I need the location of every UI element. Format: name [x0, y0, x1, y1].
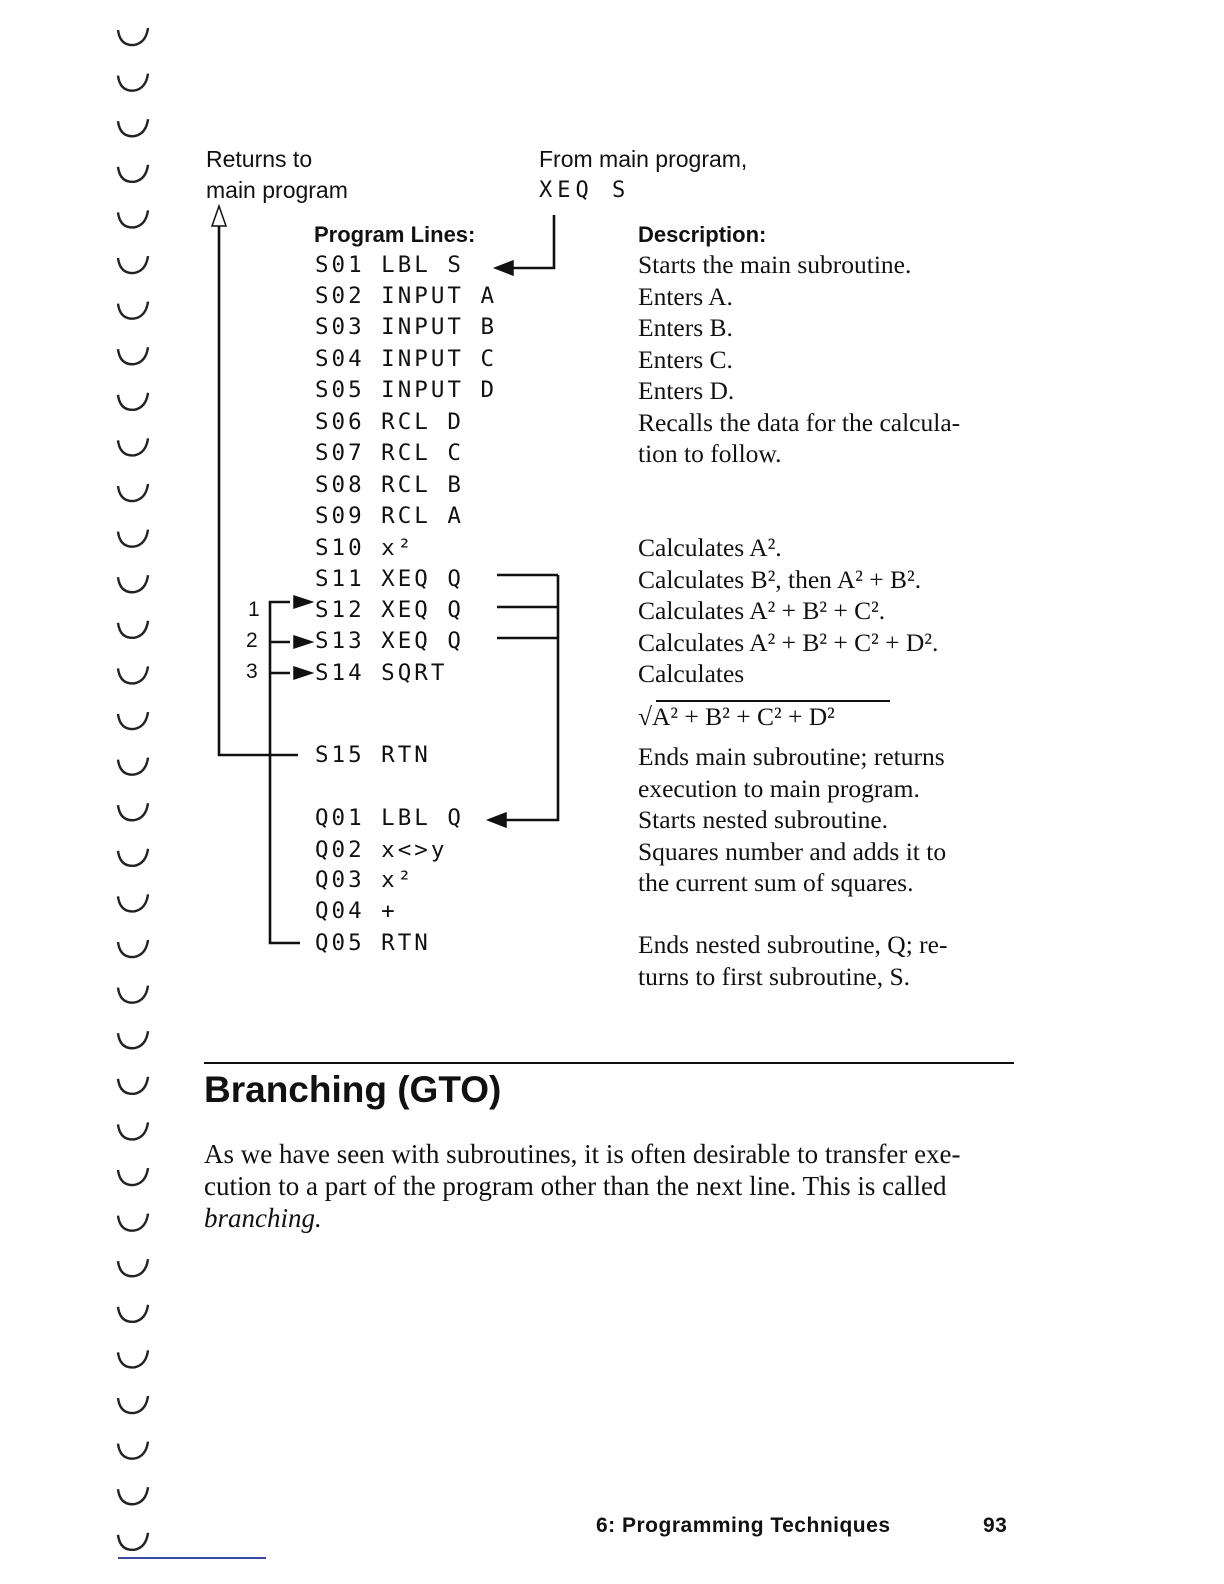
- program-line: Q01 LBL Q: [315, 805, 464, 831]
- description-line: Calculates A².: [638, 533, 782, 562]
- program-line: S14 SQRT: [315, 660, 448, 686]
- description-line: Enters D.: [638, 376, 735, 405]
- returns-caption-line2: main program: [206, 177, 348, 203]
- program-line: Q05 RTN: [315, 930, 431, 956]
- program-line: S15 RTN: [315, 742, 431, 768]
- description-line: Calculates: [638, 659, 745, 688]
- arrow-to-s14: [294, 667, 312, 679]
- from-caption-line2: XEQ S: [539, 178, 631, 203]
- program-line: S09 RCL A: [315, 503, 464, 529]
- program-line: Q03 x²: [315, 867, 415, 893]
- program-line: S08 RCL B: [315, 472, 464, 498]
- up-arrowhead: [212, 206, 226, 226]
- description-line: Recalls the data for the calcula-: [638, 408, 961, 437]
- description-line: Calculates A² + B² + C².: [638, 596, 886, 625]
- program-lines-header: Program Lines:: [314, 222, 476, 247]
- page-number: 93: [983, 1514, 1008, 1537]
- program-line: S11 XEQ Q: [315, 566, 464, 592]
- sqrt-expression: √A² + B² + C² + D²: [638, 702, 835, 731]
- return-to-main-line: [219, 222, 298, 755]
- xeq-q-bracket: [500, 575, 558, 820]
- arrow-to-s12: [294, 596, 312, 608]
- description-line: execution to main program.: [638, 774, 920, 803]
- program-line: S13 XEQ Q: [315, 628, 464, 654]
- sqrt-overline: [656, 700, 890, 702]
- description-line: Ends nested subroutine, Q; re-: [638, 930, 948, 959]
- description-header: Description:: [638, 222, 767, 247]
- program-line: S03 INPUT B: [315, 314, 498, 340]
- description-line: Starts the main subroutine.: [638, 250, 912, 279]
- arrow-to-lbl-s: [495, 261, 513, 275]
- footer-chapter: 6: Programming Techniques: [596, 1514, 891, 1537]
- program-line: Q02 x<>y: [315, 837, 448, 863]
- description-line: Calculates B², then A² + B².: [638, 565, 922, 594]
- program-line: Q04 +: [315, 898, 398, 924]
- arrow-to-s13: [294, 636, 312, 648]
- loop-number-2: 2: [246, 629, 258, 652]
- arrow-to-lbl-q: [488, 813, 506, 827]
- paragraph-line-3: branching.: [204, 1203, 322, 1233]
- description-line: Enters B.: [638, 313, 733, 342]
- program-line: S06 RCL D: [315, 409, 464, 435]
- program-line: S05 INPUT D: [315, 377, 498, 403]
- program-line: S01 LBL S: [315, 252, 464, 278]
- description-line: Enters C.: [638, 345, 733, 374]
- section-paragraph: [204, 1138, 1019, 1234]
- description-line: tion to follow.: [638, 439, 782, 468]
- description-line: Enters A.: [638, 282, 733, 311]
- from-caption-line1: From main program,: [539, 146, 748, 172]
- description-line: turns to first subroutine, S.: [638, 962, 910, 991]
- description-line: Squares number and adds it to: [638, 837, 947, 866]
- paragraph-line-2: cution to a part of the program other than the next line. This is called: [204, 1171, 947, 1201]
- returns-caption-line1: Returns to: [206, 146, 313, 172]
- loop-number-1: 1: [248, 598, 260, 621]
- return-from-q-bracket: [270, 602, 300, 943]
- from-main-line: [507, 215, 554, 268]
- paragraph-line-1: As we have seen with subroutines, it is often desirable to transfer exe-: [204, 1139, 961, 1169]
- program-line: S10 x²: [315, 535, 415, 561]
- program-line: S02 INPUT A: [315, 283, 498, 309]
- description-line: Starts nested subroutine.: [638, 805, 889, 834]
- program-line: S04 INPUT C: [315, 346, 498, 372]
- loop-number-3: 3: [246, 660, 258, 683]
- program-line: S07 RCL C: [315, 440, 464, 466]
- program-line: S12 XEQ Q: [315, 597, 464, 623]
- description-line: the current sum of squares.: [638, 868, 914, 897]
- description-line: Ends main subroutine; returns: [638, 742, 945, 771]
- section-title: Branching (GTO): [204, 1069, 502, 1110]
- description-line: Calculates A² + B² + C² + D².: [638, 628, 939, 657]
